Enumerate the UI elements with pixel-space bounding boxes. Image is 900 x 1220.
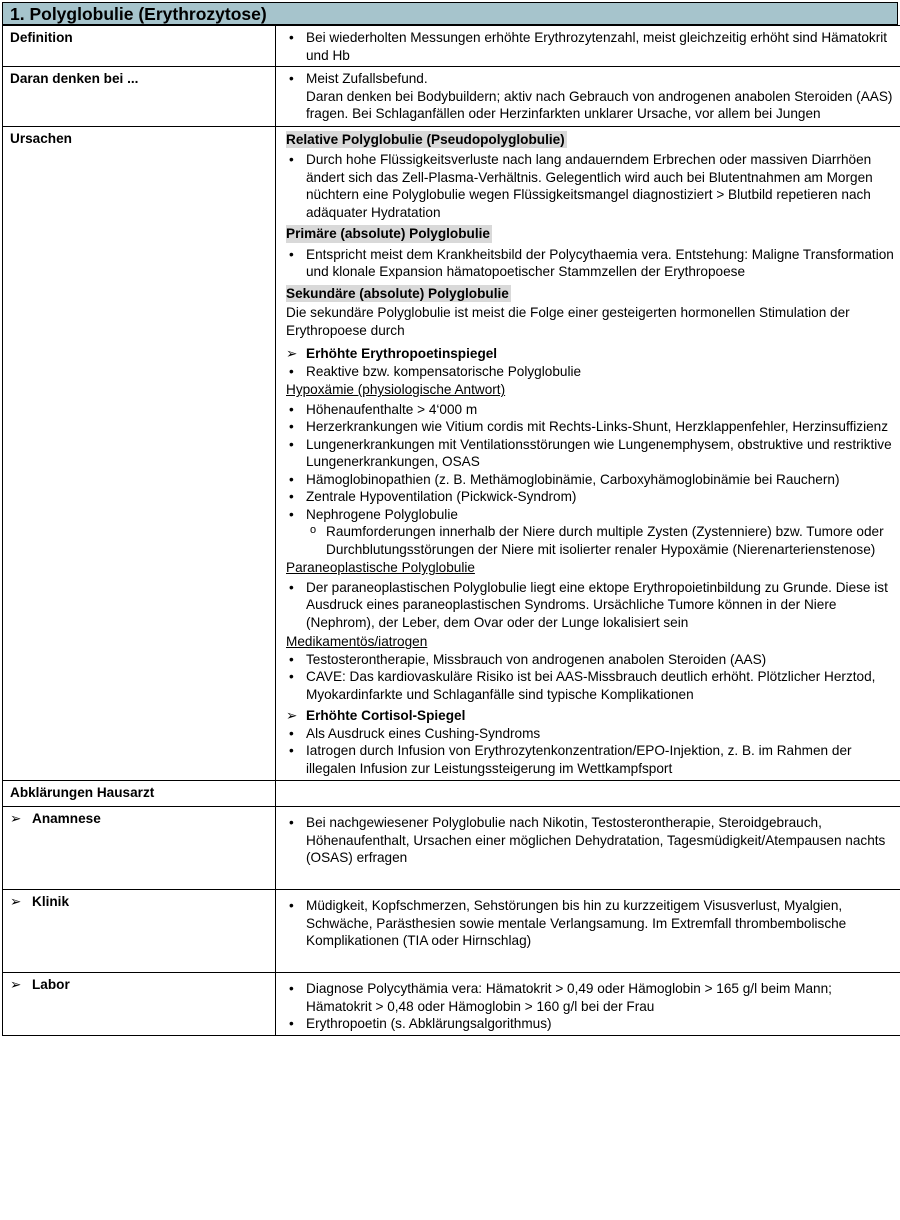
- content-daran-denken: [276, 67, 900, 127]
- info-table: [2, 25, 900, 1036]
- anamnese-label: Anamnese: [32, 811, 101, 826]
- arrow-icon: ➢: [10, 977, 22, 992]
- row-daran-denken: [3, 67, 900, 127]
- label-daran-denken: Daran denken bei ...: [3, 67, 276, 127]
- arrow-icon: ➢: [286, 346, 298, 361]
- arrow-icon: ➢: [286, 708, 298, 723]
- relative-heading: Relative Polyglobulie (Pseudopolyglobulie): [286, 131, 565, 147]
- label-definition: Definition: [3, 26, 276, 67]
- content-klinik: [276, 890, 900, 973]
- section-title: 1. Polyglobulie (Erythrozytose): [2, 2, 898, 25]
- cortisol-heading: [286, 707, 896, 725]
- row-klinik: [3, 890, 900, 973]
- hypox-item: • Herzerkrankungen wie Vitium cordis mit Rechts-Links-Shunt, Herzklappenfehler, Herzinsuffizienz: [286, 418, 896, 436]
- definition-text: • Bei wiederholten Messungen erhöhte Erythrozytenzahl, meist gleichzeitig erhöht sind Hämatokrit und Hb: [286, 29, 896, 64]
- content-abklaerungen: [276, 781, 900, 807]
- labor-item: • Diagnose Polycythämia vera: Hämatokrit > 0,49 oder Hämoglobin > 165 g/l beim Mann; Hämatokrit > 0,48 oder Hämoglobin > 160 g/l bei der Frau: [286, 980, 896, 1015]
- content-anamnese: [276, 807, 900, 890]
- document-page: [2, 2, 898, 1036]
- paraneoplastic-text: • Der paraneoplastischen Polyglobulie liegt eine ektope Erythropoietinbildung zu Grunde. Diese ist Ausdruck eines paraneoplastischen Syndroms. Ursächliche Tumore können in der Niere (Nephrom), der Leber, dem Ovar oder der Lunge lokalisiert sein: [286, 579, 896, 632]
- cortisol-item: • Iatrogen durch Infusion von Erythrozytenkonzentration/EPO-Injektion, z. B. im Rahmen der illegalen Infusion zur Leistungssteigerung im Wettkampfsport: [286, 742, 896, 777]
- row-anamnese: [3, 807, 900, 890]
- label-klinik: [3, 890, 276, 973]
- nephro-subitem: o Raumforderungen innerhalb der Niere durch multiple Zysten (Zystenniere) bzw. Tumore oder Durchblutungsstörungen der Niere mit isolierter renaler Hypoxämie (Nierenarterienstenose): [286, 523, 896, 558]
- label-abklaerungen: Abklärungen Hausarzt: [3, 781, 276, 807]
- content-definition: [276, 26, 900, 67]
- secondary-heading: Sekundäre (absolute) Polyglobulie: [286, 285, 509, 301]
- daran-line2: Daran denken bei Bodybuildern; aktiv nach Gebrauch von androgenen anabolen Steroiden (AAS) fragen. Bei Schlaganfällen oder Herzinfarkten unklarer Ursache, vor allem bei Jungen: [306, 88, 893, 121]
- row-ursachen: [3, 126, 900, 781]
- hypox-item: • Lungenerkrankungen mit Ventilationsstörungen wie Lungenemphysem, obstruktive und restriktive Lungenerkrankungen, OSAS: [286, 436, 896, 471]
- hypox-item: • Hämoglobinopathien (z. B. Methämoglobinämie, Carboxyhämoglobinämie bei Rauchern): [286, 471, 896, 489]
- hypoxaemie-heading: Hypoxämie (physiologische Antwort): [286, 382, 506, 397]
- hypox-item: • Zentrale Hypoventilation (Pickwick-Syndrom): [286, 488, 896, 506]
- arrow-icon: ➢: [10, 894, 22, 909]
- med-item: • Testosterontherapie, Missbrauch von androgenen anabolen Steroiden (AAS): [286, 651, 896, 669]
- cortisol-item: • Als Ausdruck eines Cushing-Syndroms: [286, 725, 896, 743]
- hypox-item: • Höhenaufenthalte > 4‘000 m: [286, 401, 896, 419]
- anamnese-text: • Bei nachgewiesener Polyglobulie nach Nikotin, Testosterontherapie, Steroidgebrauch, Höhenaufenthalt, Ursachen einer möglichen Dehydratation, Tagesmüdigkeit/Atempausen nachts (OSAS) erfragen: [286, 814, 896, 867]
- label-labor: [3, 973, 276, 1036]
- daran-item: [286, 70, 896, 123]
- label-anamnese: [3, 807, 276, 890]
- primary-text: • Entspricht meist dem Krankheitsbild der Polycythaemia vera. Entstehung: Maligne Transformation und klonale Expansion hämatopoetischer Stammzellen der Erythropoese: [286, 246, 896, 281]
- paraneoplastic-heading: Paraneoplastische Polyglobulie: [286, 560, 475, 575]
- epo-item: • Reaktive bzw. kompensatorische Polyglobulie: [286, 363, 896, 381]
- epo-heading: [286, 345, 896, 363]
- hypox-item: • Nephrogene Polyglobulie: [286, 506, 896, 524]
- content-ursachen: [276, 126, 900, 781]
- klinik-label: Klinik: [32, 894, 70, 909]
- klinik-text: • Müdigkeit, Kopfschmerzen, Sehstörungen bis hin zu kurzzeitigem Visusverlust, Myalgien, Schwäche, Parästhesien sowie mentale Verlangsamung. Im Extremfall thrombembolische Komplikationen (TIA oder Hirnschlag): [286, 897, 896, 950]
- relative-text: • Durch hohe Flüssigkeitsverluste nach lang andauerndem Erbrechen oder massiven Diarrhöen ändert sich das Zell-Plasma-Verhältnis. Gelegentlich wird auch bei Blutentnahmen am Morgen nüchtern eine Polyglobulie wegen Flüssigkeitsmangel diagnostiziert > Blutbild repetieren nach adäquater Hydratation: [286, 151, 896, 221]
- primary-heading: Primäre (absolute) Polyglobulie: [286, 226, 490, 241]
- row-labor: [3, 973, 900, 1036]
- labor-label: Labor: [32, 977, 70, 992]
- row-definition: [3, 26, 900, 67]
- med-item: • CAVE: Das kardiovaskuläre Risiko ist bei AAS-Missbrauch deutlich erhöht. Plötzlicher Herztod, Myokardinfarkte und Schlaganfälle sind typische Komplikationen: [286, 668, 896, 703]
- medikamentoes-heading: Medikamentös/iatrogen: [286, 634, 428, 649]
- label-ursachen: Ursachen: [3, 126, 276, 781]
- arrow-icon: ➢: [10, 811, 22, 826]
- labor-item: • Erythropoetin (s. Abklärungsalgorithmus): [286, 1015, 896, 1033]
- secondary-text: Die sekundäre Polyglobulie ist meist die Folge einer gesteigerten hormonellen Stimulation der Erythropoese durch: [286, 305, 850, 338]
- epo-heading-text: Erhöhte Erythropoetinspiegel: [306, 346, 498, 361]
- content-labor: [276, 973, 900, 1036]
- cortisol-heading-text: Erhöhte Cortisol-Spiegel: [306, 708, 466, 723]
- daran-line1: • Meist Zufallsbefund.: [306, 71, 428, 86]
- row-abklaerungen: [3, 781, 900, 807]
